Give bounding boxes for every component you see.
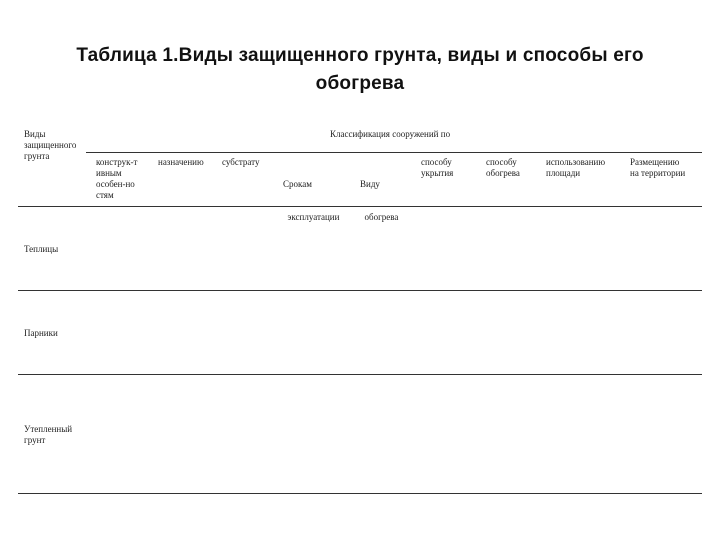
page-title <box>0 42 720 98</box>
title-line-1: Таблица 1.Виды защищенного грунта, виды и способы его <box>76 45 644 66</box>
row-label-insulated-ground <box>24 424 72 446</box>
row-divider-line <box>18 206 702 207</box>
subheader-line: площади <box>546 168 581 178</box>
subheader-line: Виду <box>360 179 380 189</box>
row-label-greenhouses <box>24 244 58 255</box>
subheader-line: особен-но <box>96 179 135 189</box>
row-label-line: Утепленный <box>24 424 73 434</box>
subheader-line: назначению <box>158 157 204 167</box>
row-label-hotbeds <box>24 328 58 339</box>
row-divider-line <box>18 290 702 291</box>
subheader-line: Размещению <box>630 157 680 167</box>
subheader-line: конструк-т <box>96 157 138 167</box>
subheader-line: ивным <box>96 168 122 178</box>
header-ground-types-line: защищенного <box>24 140 77 150</box>
subheader-area-use <box>546 157 605 179</box>
subheader-heating-method <box>486 157 520 179</box>
subheader-line: обогрева <box>486 168 520 178</box>
table-bottom-line <box>18 493 702 494</box>
subheader-line: использованию <box>546 157 606 167</box>
subheader-line: субстрату <box>222 157 260 167</box>
subheader-line: эксплуатации <box>283 212 340 222</box>
subheader-heating-type <box>360 157 398 245</box>
subheader-line: на территории <box>630 168 686 178</box>
subheader-line: способу <box>486 157 517 167</box>
subheader-purpose <box>158 157 204 168</box>
row-label-line: Парники <box>24 328 58 338</box>
header-classification: Классификация сооружений по <box>330 129 451 139</box>
subheader-operation-terms <box>283 157 339 245</box>
subheader-substrate <box>222 157 259 168</box>
header-ground-types <box>24 129 76 162</box>
title-line-2: обогрева <box>315 73 405 94</box>
header-ground-types-line: грунта <box>24 151 50 161</box>
row-label-line: Теплицы <box>24 244 59 254</box>
row-divider-line <box>18 374 702 375</box>
header-ground-types-line: Виды <box>24 129 46 139</box>
subheader-territory-placement <box>630 157 685 179</box>
subheader-line: стям <box>96 190 114 200</box>
subheader-construction <box>96 157 137 201</box>
subheader-line: укрытия <box>421 168 454 178</box>
subheader-line: способу <box>421 157 452 167</box>
row-label-line: грунт <box>24 435 46 445</box>
header-divider-line <box>86 152 702 153</box>
subheader-covering-method <box>421 157 453 179</box>
subheader-line: Срокам <box>283 179 312 189</box>
subheader-line: обогрева <box>360 212 399 222</box>
